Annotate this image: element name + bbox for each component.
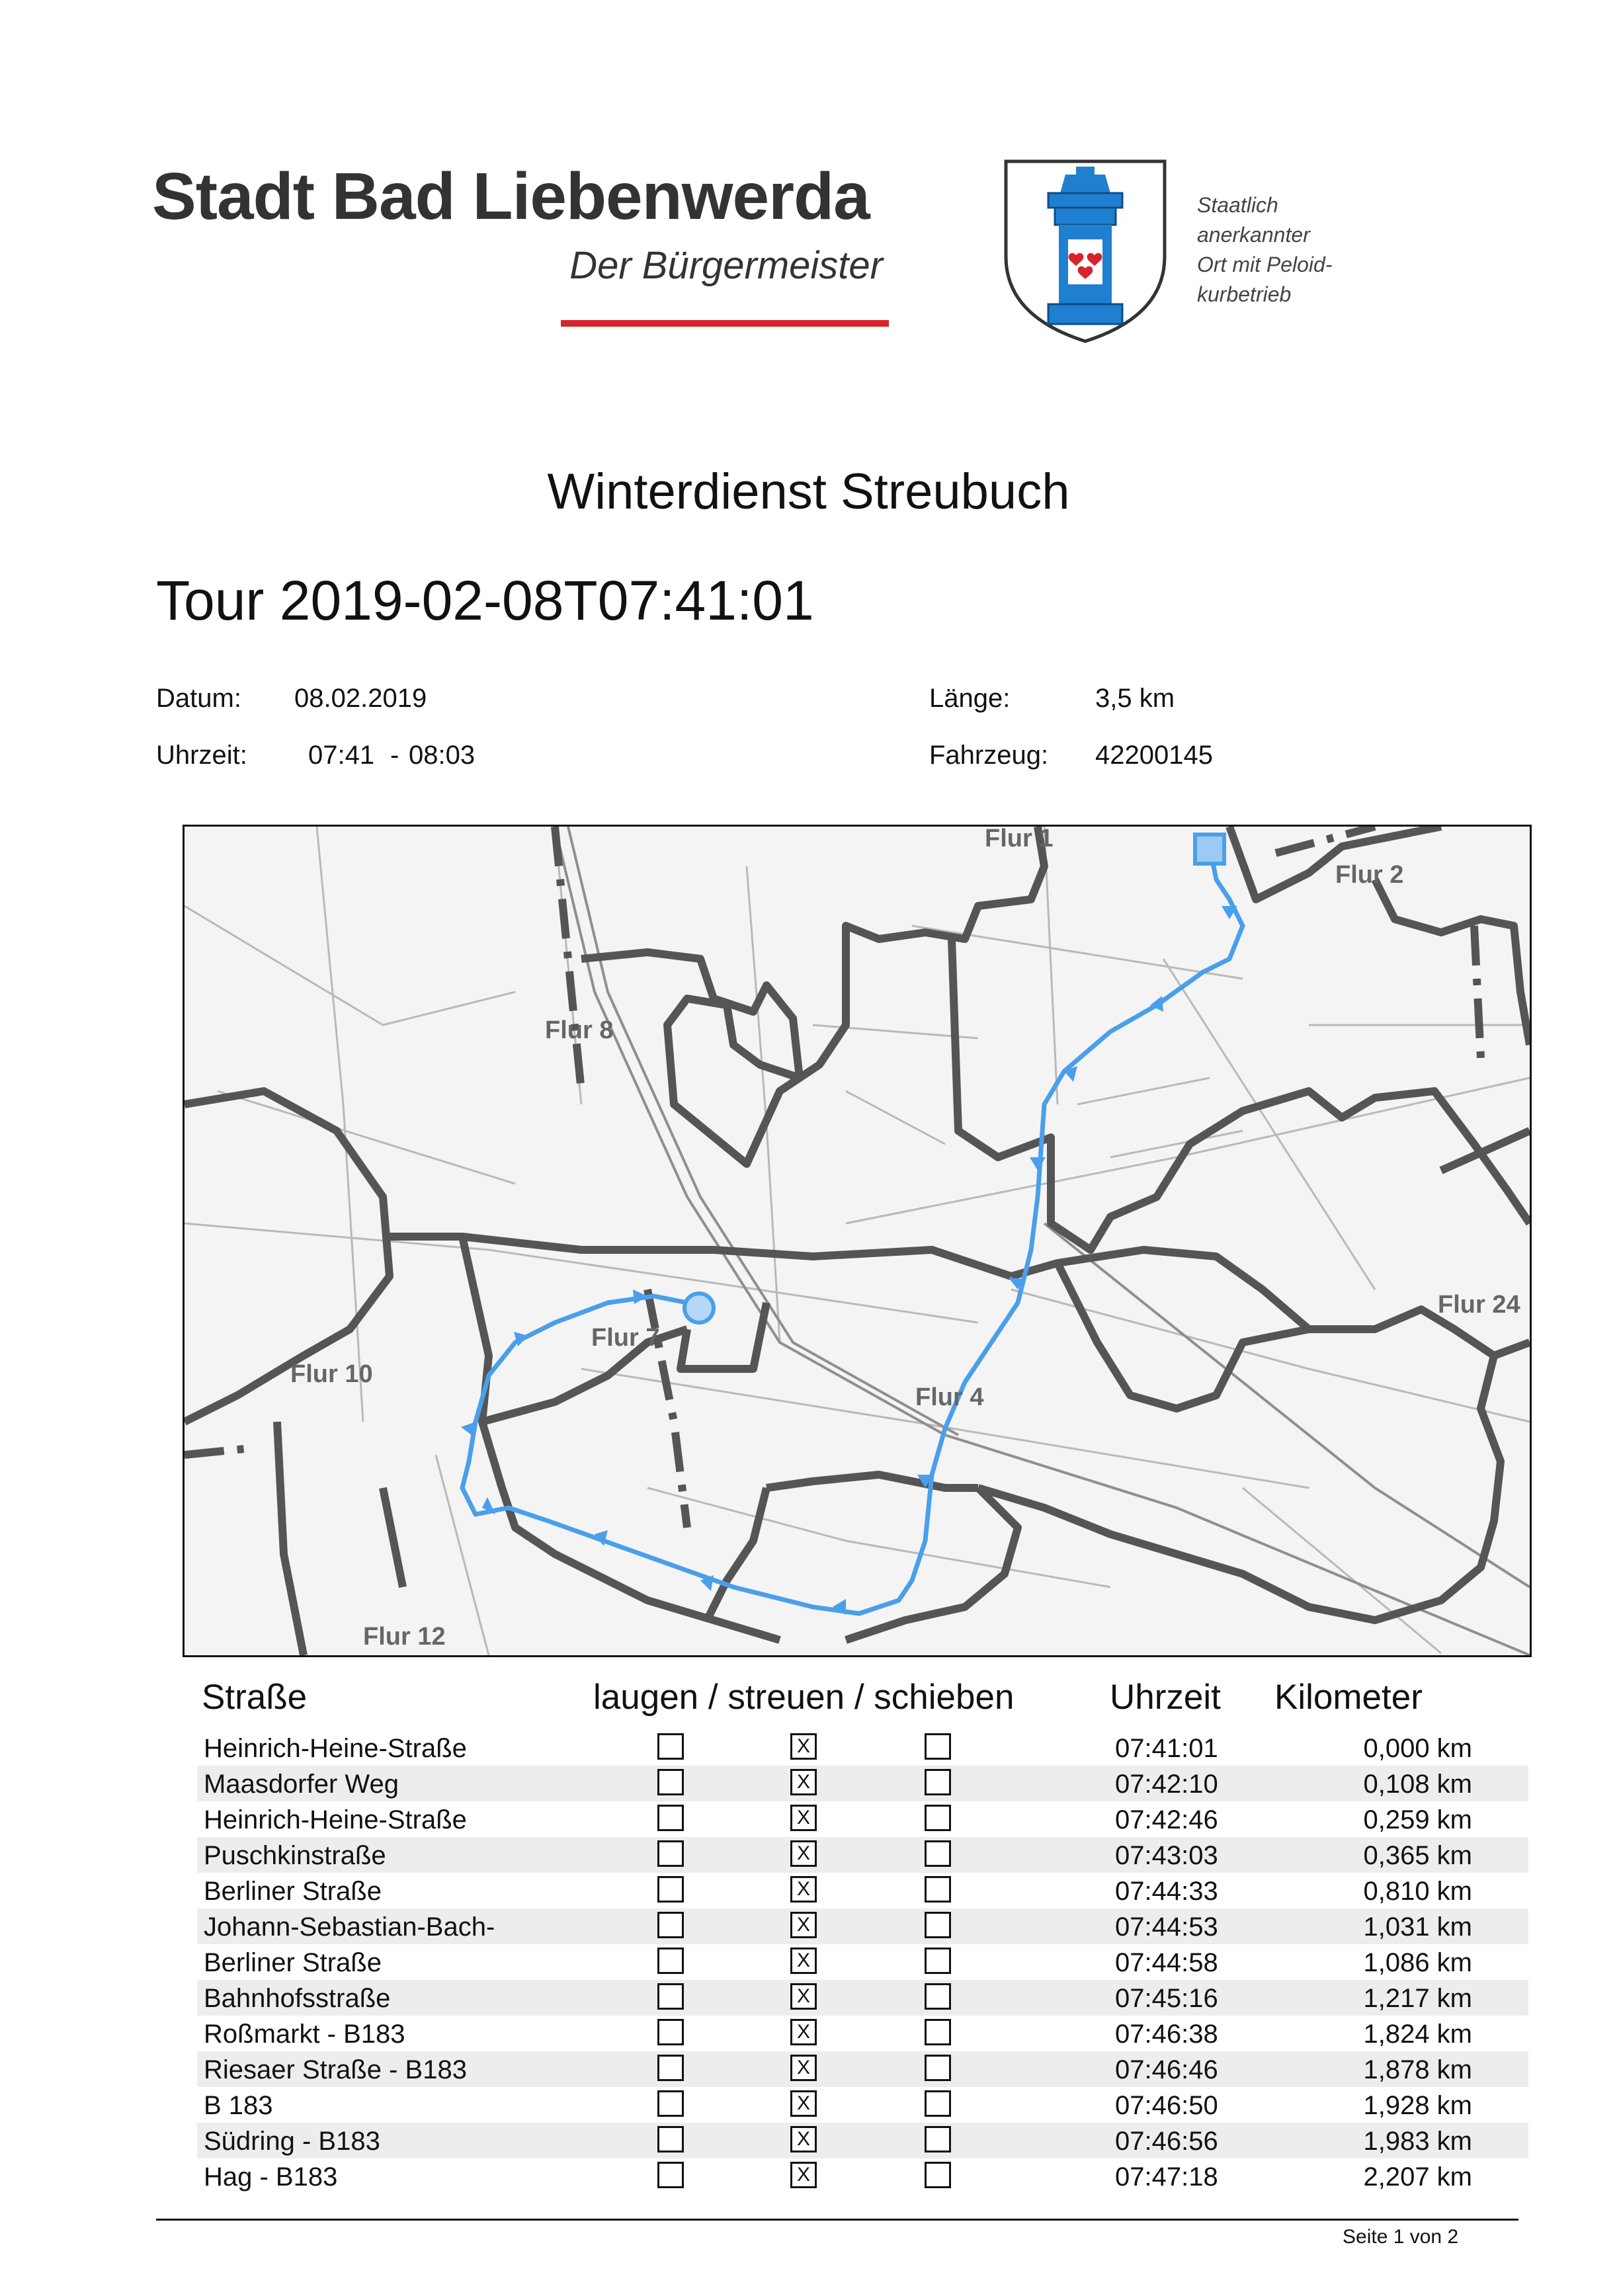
street-name: Johann-Sebastian-Bach- [204, 1912, 495, 1942]
laugen-checkbox[interactable] [657, 1733, 684, 1760]
map-label: Flur 4 [915, 1383, 984, 1411]
map-label: Flur 7 [591, 1324, 660, 1352]
schieben-checkbox[interactable] [925, 2090, 951, 2117]
row-time: 07:44:58 [1115, 1948, 1218, 1977]
document-title: Winterdienst Streubuch [547, 464, 1070, 520]
table-row [197, 1837, 1528, 1873]
streuen-checkbox[interactable]: X [790, 1733, 817, 1760]
street-name: Roßmarkt - B183 [204, 2020, 405, 2049]
schieben-checkbox[interactable] [925, 2126, 951, 2152]
laugen-checkbox[interactable] [657, 1948, 684, 1974]
street-name: Puschkinstraße [204, 1841, 386, 1870]
tagline-line: kurbetrieb [1197, 282, 1292, 306]
schieben-checkbox[interactable] [925, 2019, 951, 2045]
streuen-checkbox[interactable]: X [790, 2126, 817, 2152]
row-km: 0,259 km [1363, 1805, 1472, 1834]
schieben-checkbox[interactable] [925, 2162, 951, 2188]
footer-divider [156, 2219, 1518, 2221]
laugen-checkbox[interactable] [657, 1805, 684, 1831]
laugen-checkbox[interactable] [657, 2126, 684, 2152]
table-row [197, 1873, 1528, 1908]
map-label: Flur 10 [290, 1360, 373, 1388]
laugen-checkbox[interactable] [657, 1769, 684, 1795]
street-name: Berliner Straße [204, 1948, 382, 1977]
table-row [197, 1730, 1528, 1766]
vehicle-value: 42200145 [1095, 741, 1213, 770]
street-name: Berliner Straße [204, 1877, 382, 1906]
row-time: 07:46:56 [1115, 2127, 1218, 2156]
row-km: 1,086 km [1363, 1948, 1472, 1977]
schieben-checkbox[interactable] [925, 1912, 951, 1938]
row-time: 07:42:46 [1115, 1805, 1218, 1834]
tour-title: Tour 2019-02-08T07:41:01 [156, 569, 814, 632]
row-time: 07:46:50 [1115, 2091, 1218, 2120]
row-time: 07:46:38 [1115, 2020, 1218, 2049]
tagline-line: Staatlich [1197, 193, 1278, 217]
time-label: Uhrzeit: [156, 741, 247, 770]
table-row [197, 1908, 1528, 1944]
street-name: Südring - B183 [204, 2127, 380, 2156]
row-km: 0,810 km [1363, 1877, 1472, 1906]
row-km: 1,031 km [1363, 1912, 1472, 1942]
laugen-checkbox[interactable] [657, 2162, 684, 2188]
row-time: 07:42:10 [1115, 1770, 1218, 1799]
time-end: 08:03 [409, 741, 476, 770]
laugen-checkbox[interactable] [657, 1983, 684, 2010]
laugen-checkbox[interactable] [657, 1876, 684, 1903]
row-time: 07:43:03 [1115, 1841, 1218, 1870]
map-label: Flur 1 [985, 827, 1054, 852]
date-label: Datum: [156, 684, 241, 713]
street-name: Riesaer Straße - B183 [204, 2055, 467, 2084]
streuen-checkbox[interactable]: X [790, 1876, 817, 1903]
col-header-actions: laugen / streuen / schieben [593, 1678, 1015, 1717]
map-label: Flur 8 [545, 1016, 614, 1044]
street-name: Heinrich-Heine-Straße [204, 1805, 467, 1834]
streuen-checkbox[interactable]: X [790, 2162, 817, 2188]
table-row [197, 1801, 1528, 1837]
table-row [197, 2051, 1528, 2087]
tagline-line: Ort mit Peloid- [1197, 253, 1333, 276]
street-name: B 183 [204, 2091, 273, 2120]
streuen-checkbox[interactable]: X [790, 2019, 817, 2045]
route-map [183, 825, 1532, 1657]
laugen-checkbox[interactable] [657, 2055, 684, 2081]
table-row [197, 2087, 1528, 2123]
org-subtitle: Der Bürgermeister [569, 244, 883, 287]
org-title: Stadt Bad Liebenwerda [152, 159, 870, 233]
laugen-checkbox[interactable] [657, 1840, 684, 1867]
row-time: 07:44:33 [1115, 1877, 1218, 1906]
schieben-checkbox[interactable] [925, 1876, 951, 1903]
col-header-time: Uhrzeit [1110, 1678, 1221, 1717]
time-separator: - [390, 741, 399, 770]
schieben-checkbox[interactable] [925, 1840, 951, 1867]
schieben-checkbox[interactable] [925, 1983, 951, 2010]
street-name: Hag - B183 [204, 2162, 338, 2192]
streuen-checkbox[interactable]: X [790, 1983, 817, 2010]
row-km: 1,824 km [1363, 2020, 1472, 2049]
schieben-checkbox[interactable] [925, 1769, 951, 1795]
route-end-marker [684, 1293, 714, 1323]
row-km: 0,000 km [1363, 1734, 1472, 1763]
coat-of-arms-icon [1002, 157, 1169, 344]
date-value: 08.02.2019 [294, 684, 427, 713]
col-header-street: Straße [202, 1678, 308, 1717]
streuen-checkbox[interactable]: X [790, 1948, 817, 1974]
row-time: 07:45:16 [1115, 1984, 1218, 2013]
row-km: 1,217 km [1363, 1984, 1472, 2013]
map-label: Flur 12 [363, 1623, 446, 1651]
table-row [197, 2158, 1528, 2194]
map-label: Flur 24 [1438, 1291, 1520, 1319]
streuen-checkbox[interactable]: X [790, 1769, 817, 1795]
tagline-line: anerkannter [1197, 223, 1310, 247]
row-km: 1,878 km [1363, 2055, 1472, 2084]
table-row [197, 1766, 1528, 1801]
street-name: Heinrich-Heine-Straße [204, 1734, 467, 1763]
row-km: 2,207 km [1363, 2162, 1472, 2192]
streuen-checkbox[interactable]: X [790, 1805, 817, 1831]
table-row [197, 2016, 1528, 2051]
table-row [197, 1980, 1528, 2016]
row-km: 1,928 km [1363, 2091, 1472, 2120]
header-accent-line [561, 320, 889, 327]
street-name: Bahnhofsstraße [204, 1984, 391, 2013]
laugen-checkbox[interactable] [657, 2090, 684, 2117]
schieben-checkbox[interactable] [925, 1733, 951, 1760]
row-time: 07:47:18 [1115, 2162, 1218, 2192]
streuen-checkbox[interactable]: X [790, 2055, 817, 2081]
page-number: Seite 1 von 2 [1343, 2226, 1459, 2248]
row-km: 0,108 km [1363, 1770, 1472, 1799]
schieben-checkbox[interactable] [925, 1948, 951, 1974]
length-value: 3,5 km [1095, 684, 1175, 713]
table-row [197, 2123, 1528, 2158]
row-time: 07:46:46 [1115, 2055, 1218, 2084]
schieben-checkbox[interactable] [925, 1805, 951, 1831]
row-km: 0,365 km [1363, 1841, 1472, 1870]
row-km: 1,983 km [1363, 2127, 1472, 2156]
row-time: 07:41:01 [1115, 1734, 1218, 1763]
vehicle-label: Fahrzeug: [929, 741, 1049, 770]
table-row [197, 1944, 1528, 1980]
time-start: 07:41 [308, 741, 375, 770]
length-label: Länge: [929, 684, 1011, 713]
schieben-checkbox[interactable] [925, 2055, 951, 2081]
laugen-checkbox[interactable] [657, 2019, 684, 2045]
streuen-checkbox[interactable]: X [790, 1912, 817, 1938]
row-time: 07:44:53 [1115, 1912, 1218, 1942]
col-header-km: Kilometer [1274, 1678, 1423, 1717]
route-start-marker [1195, 835, 1224, 864]
streuen-checkbox[interactable]: X [790, 2090, 817, 2117]
map-label: Flur 2 [1335, 861, 1404, 889]
streuen-checkbox[interactable]: X [790, 1840, 817, 1867]
tagline [1197, 190, 1332, 309]
laugen-checkbox[interactable] [657, 1912, 684, 1938]
street-name: Maasdorfer Weg [204, 1770, 399, 1799]
